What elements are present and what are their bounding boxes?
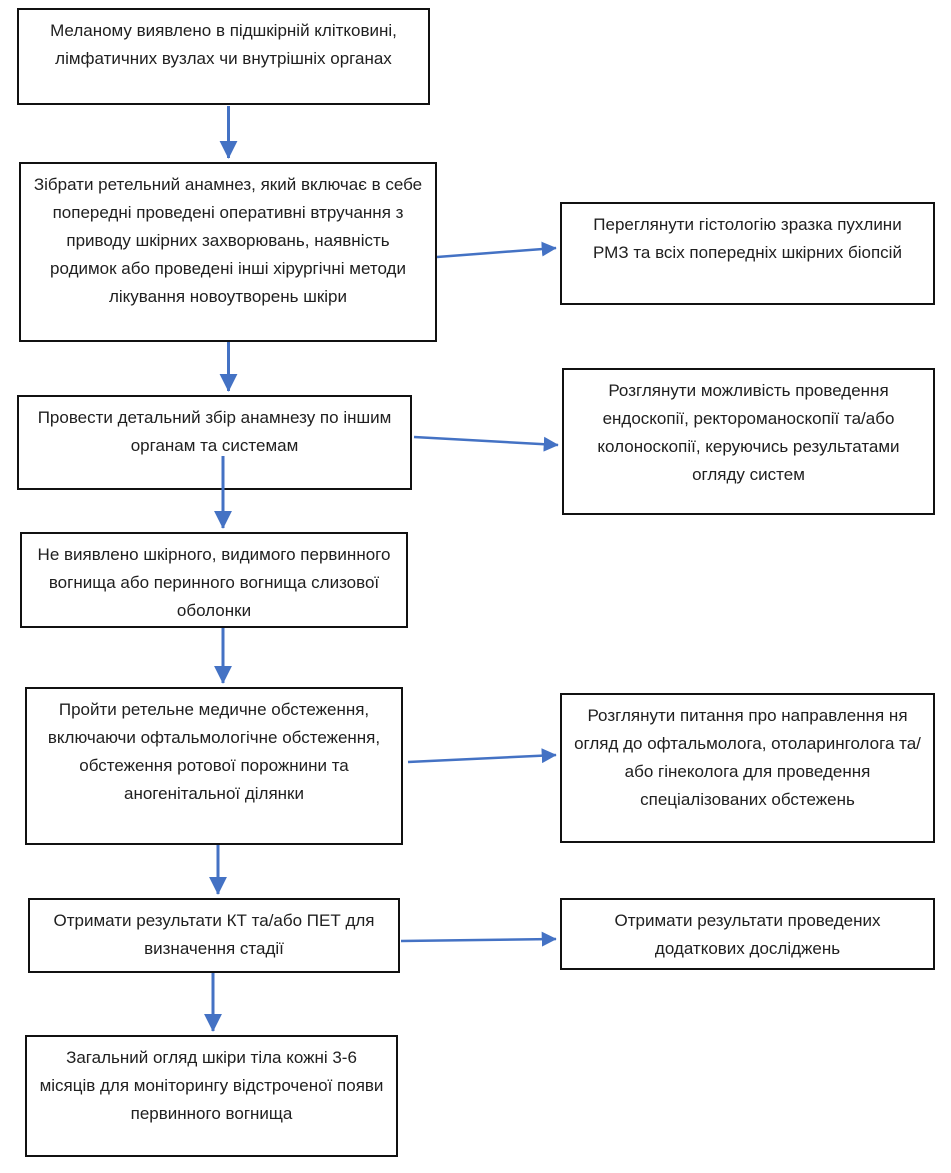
edge-medical-examination-to-consider-specialist-referral <box>408 755 556 762</box>
flow-node-additional-studies-results <box>560 898 935 970</box>
flow-node-label: Загальний огляд шкіри тіла кожні 3-6 місяців для моніторингу відстроченої появи первинного вогнища <box>39 1048 384 1123</box>
edge-ct-pet-staging-to-additional-studies-results <box>401 939 556 941</box>
flow-node-label: Пройти ретельне медичне обстеження, включаючи офтальмологічне обстеження, обстеження ротової порожнини та аногенітальної ділянки <box>47 700 381 803</box>
flow-node-no-primary-focus <box>20 532 408 628</box>
flow-node-label: Зібрати ретельний анамнез, який включає в себе попередні проведені оперативні втручання з приводу шкірних захворювань, наявність родимок або проведені інші хірургічні методи лікування новоутворень шкіри <box>33 175 423 306</box>
flow-node-label: Не виявлено шкірного, видимого первинного вогнища або перинного вогнища слизової оболонки <box>37 545 391 620</box>
edge-collect-anamnesis-to-review-histology <box>437 248 556 257</box>
flow-node-label: Розглянути питання про направлення ня огляд до офтальмолога, отоларинголога та/або гінеколога для проведення спеціалізованих обстежень <box>574 706 921 809</box>
flow-node-label: Провести детальний збір анамнезу по іншим органам та системам <box>37 408 392 455</box>
flow-node-melanoma-found <box>17 8 430 105</box>
flow-node-medical-examination <box>25 687 403 845</box>
flow-node-consider-specialist-referral <box>560 693 935 843</box>
flow-node-collect-anamnesis <box>19 162 437 342</box>
flow-node-label: Меланому виявлено в підшкірній клітковині, лімфатичних вузлах чи внутрішніх органах <box>50 21 397 68</box>
flow-node-consider-endoscopy <box>562 368 935 515</box>
flow-node-ct-pet-staging <box>28 898 400 973</box>
flow-node-label: Отримати результати КТ та/або ПЕТ для визначення стадії <box>53 911 375 958</box>
flow-node-review-histology <box>560 202 935 305</box>
flow-node-label: Розглянути можливість проведення ендоскопії, ректороманоскопії та/або колоноскопії, керуючись результатами огляду систем <box>597 381 900 484</box>
flow-node-organ-systems-anamnesis <box>17 395 412 490</box>
edge-organ-systems-anamnesis-to-consider-endoscopy <box>414 437 558 445</box>
flow-node-label: Отримати результати проведених додаткових досліджень <box>614 911 881 958</box>
flow-node-label: Переглянути гістологію зразка пухлини РМЗ та всіх попередніх шкірних біопсій <box>593 215 902 262</box>
flow-node-skin-monitoring <box>25 1035 398 1157</box>
